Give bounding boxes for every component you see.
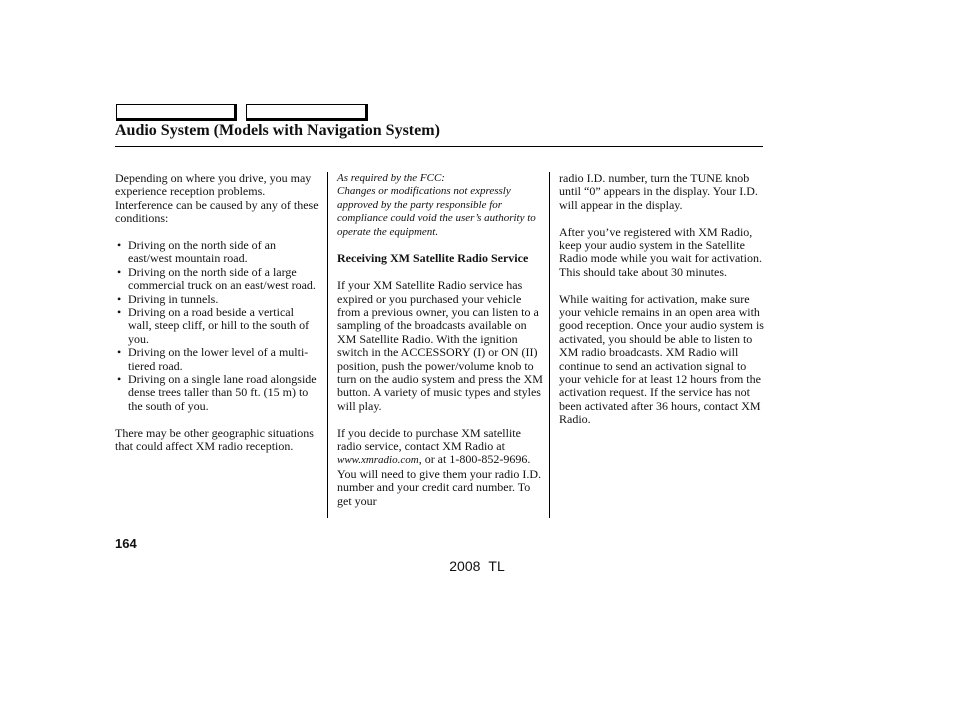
fcc-notice xyxy=(337,172,544,239)
column-3 xyxy=(559,172,764,440)
list-item: • Driving on the north side of an east/west mountain road. xyxy=(115,239,320,266)
outro-paragraph: There may be other geographic situations that could affect XM radio reception. xyxy=(115,425,314,454)
body-paragraph xyxy=(337,427,544,508)
body-paragraph: After you’ve registered with XM Radio, keep your audio system in the Satellite Radio mode while you wait for activation. This should take about 30 minutes. xyxy=(559,224,762,279)
column-divider xyxy=(327,172,328,518)
column-1 xyxy=(115,172,320,467)
contact-text: If you decide to purchase XM satellite radio service, contact XM Radio at xyxy=(337,425,521,454)
column-divider xyxy=(549,172,550,518)
fcc-notice-body: Changes or modifications not expressly approved by the party responsible for compliance could void the user’s authority to operate the equipment. xyxy=(337,185,536,238)
list-item: • Driving in tunnels. xyxy=(115,293,320,306)
section-subheading: Receiving XM Satellite Radio Service xyxy=(337,251,529,266)
intro-paragraph: Depending on where you drive, you may experience reception problems. Interference can be caused by any of these conditions: xyxy=(115,171,319,226)
title-divider xyxy=(115,146,763,147)
footer-model xyxy=(0,558,954,574)
list-item: • Driving on a road beside a vertical wall, steep cliff, or hill to the south of you. xyxy=(115,306,320,346)
nav-button-next[interactable] xyxy=(246,104,368,121)
column-2 xyxy=(337,172,544,522)
body-paragraph: If your XM Satellite Radio service has expired or you purchased your vehicle from a previous owner, you can listen to a sampling of the broadcasts available on XM Satellite Radio. With the ignition switch in the ACCESSORY (I) or ON (II) position, push the power/volume knob to turn on the audio system and press the XM button. A variety of music types and styles will play. xyxy=(337,278,543,413)
fcc-notice-heading: As required by the FCC: xyxy=(337,172,445,184)
footer-year: 2008 xyxy=(449,558,481,574)
contact-text: , or at 1-800-852-9696. You will need to give them your radio I.D. number and your credit card number. To get your xyxy=(337,452,542,508)
interference-list xyxy=(115,239,320,413)
body-paragraph: radio I.D. number, turn the TUNE knob until “0” appears in the display. Your I.D. will appear in the display. xyxy=(559,171,758,212)
list-item: • Driving on the north side of a large commercial truck on an east/west road. xyxy=(115,266,320,293)
footer-model-name: TL xyxy=(488,558,505,574)
list-item: • Driving on a single lane road alongside dense trees taller than 50 ft. (15 m) to the south of you. xyxy=(115,373,320,413)
page-number: 164 xyxy=(115,536,137,551)
page-title: Audio System (Models with Navigation System) xyxy=(115,122,440,139)
body-paragraph: While waiting for activation, make sure your vehicle remains in an open area with good reception. Once your audio system is activated, you should be able to listen to XM radio broadcasts. XM Radio will continue to send an activation signal to your vehicle for at least 12 hours from the activation request. If the service has not been activated after 36 hours, contact XM Radio. xyxy=(559,291,764,427)
nav-button-prev[interactable] xyxy=(116,104,237,121)
list-item: • Driving on the lower level of a multi-tiered road. xyxy=(115,346,320,373)
xm-url-link[interactable]: www.xmradio.com xyxy=(337,454,419,467)
